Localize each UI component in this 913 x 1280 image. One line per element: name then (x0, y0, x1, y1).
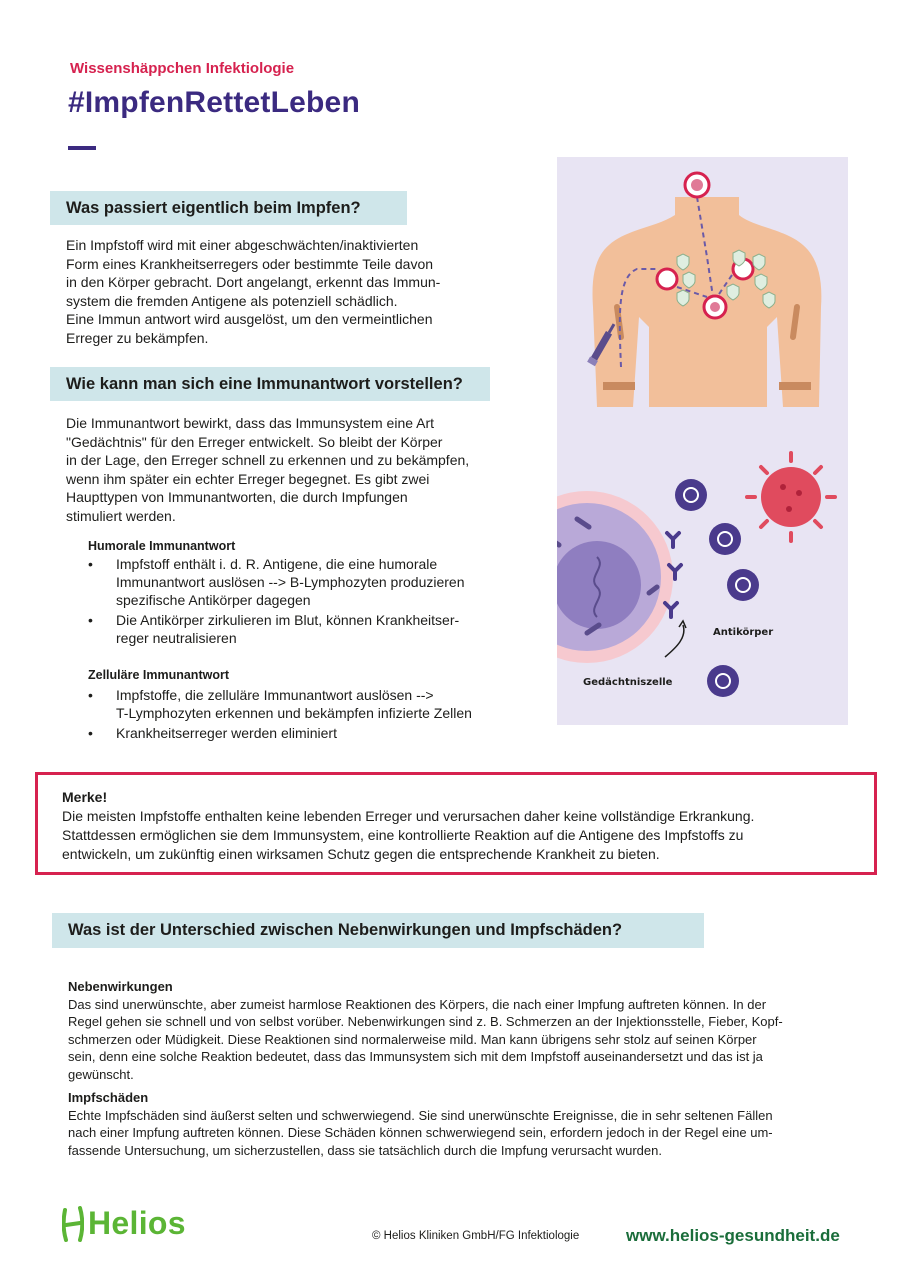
zellular-title: Zelluläre Immunantwort (88, 668, 229, 682)
text-line: in der Lage, den Erreger schnell zu erkennen und zu bekämpfen, (66, 452, 470, 468)
text-line: "Gedächtnis" für den Erreger entwickelt. So bleibt der Körper (66, 433, 443, 450)
text-line: Eine Immun antwort wird ausgelöst, um den vermeintlichen (66, 311, 433, 327)
illustration-svg (557, 157, 848, 725)
text-line: fassende Untersuchung, um sicherzustellen, dass sie tatsächlich durch die Impfung verursacht wurden. (68, 1142, 662, 1158)
text-line: gewünscht. (68, 1066, 134, 1082)
text-line: Ein Impfstoff wird mit einer abgeschwächten/inaktivierten (66, 237, 419, 253)
text-line: • Die Antikörper zirkulieren im Blut, können Krankheitser- (116, 612, 460, 628)
section-heading-immunantwort: Wie kann man sich eine Immunantwort vorstellen? (50, 367, 490, 401)
label-antikoerper: Antikörper (713, 627, 774, 638)
text-line: schmerzen oder Müdigkeit. Diese Reaktionen sind normalerweise mild. Man kann übrigens sehr stolz auf seinen Körper (68, 1031, 757, 1047)
text-line: Erreger zu bekämpfen. (66, 329, 209, 346)
text-line: reger neutralisieren (116, 630, 237, 646)
kicker: Wissenshäppchen Infektiologie (70, 60, 295, 77)
text-line: Echte Impfschäden sind äußerst selten und schwerwiegend. Sie sind unerwünschte Ereignisse, die in sehr seltenen Fällen (68, 1107, 773, 1123)
arrow-icon (665, 625, 684, 657)
section1-text (66, 236, 536, 347)
immune-illustration (557, 157, 848, 725)
text-line: T-Lymphozyten erkennen und bekämpfen infizierte Zellen (116, 705, 472, 721)
list-item (86, 555, 556, 609)
helios-mark-icon (62, 1206, 84, 1242)
list-item (86, 611, 556, 647)
section2-text (66, 414, 546, 525)
text-line: Immunantwort auslösen --> B-Lymphozyten produzieren (116, 574, 465, 590)
text-line: Stattdessen ermöglichen sie dem Immunsystem, eine kontrollierte Reaktion auf die Antigene des Impfstoffs zu (62, 826, 744, 843)
page-title: #ImpfenRettetLeben (68, 86, 360, 119)
website-link[interactable]: www.helios-gesundheit.de (626, 1226, 840, 1245)
text-line: sein, denn eine solche Reaktion bedeutet, dass das Immunsystem sich mit dem Impfstoff auseinandersetzt und das ist ja (68, 1049, 763, 1064)
nebenwirkungen-title: Nebenwirkungen (68, 979, 173, 994)
title-underline (68, 146, 96, 150)
text-line: Regel gehen sie schnell und von selbst vorüber. Nebenwirkungen sind z. B. Schmerzen an der Injektionsstelle, Fieber, Kopf- (68, 1014, 783, 1029)
text-line: Die meisten Impfstoffe enthalten keine lebenden Erreger und verursachen daher keine vollständige Erkrankung. (62, 807, 755, 824)
virus-icon (685, 173, 709, 197)
text-line: Haupttypen von Immunantworten, die durch Impfungen (66, 489, 408, 505)
text-line: spezifische Antikörper dagegen (116, 592, 311, 608)
label-gedaechtniszelle: Gedächtniszelle (583, 677, 673, 688)
humoral-list (86, 555, 556, 649)
text-line: nach einer Impfung auftreten können. Diese Schäden können schwerwiegend sein, erfordern jedoch in der Regel eine um- (68, 1125, 773, 1140)
merke-title: Merke! (62, 789, 108, 805)
text-line: in den Körper gebracht. Dort angelangt, erkennt das Immun- (66, 274, 441, 290)
memory-cell (557, 491, 673, 663)
helios-logo[interactable] (62, 1205, 186, 1242)
text-line: • Impfstoff enthält i. d. R. Antigene, die eine humorale (116, 556, 438, 572)
text-line: Die Immunantwort bewirkt, dass das Immunsystem eine Art (66, 415, 435, 431)
text-line: entwickeln, um zukünftig einen wirksamen Schutz gegen die entsprechende Krankheit zu bieten. (62, 845, 660, 862)
zellular-list (86, 686, 556, 744)
t-cell-icon (675, 479, 759, 697)
text-line: • Impfstoffe, die zelluläre Immunantwort auslösen --> (116, 687, 434, 703)
arrow-head-icon (679, 621, 686, 628)
logo-text: Helios (88, 1205, 186, 1241)
list-item (86, 686, 556, 722)
impfschaeden-block (68, 1089, 868, 1159)
merke-box (35, 772, 877, 875)
list-item (86, 724, 556, 742)
copyright: © Helios Kliniken GmbH/FG Infektiologie (372, 1230, 580, 1242)
text-line: Das sind unerwünschte, aber zumeist harmlose Reaktionen des Körpers, die nach einer Impfung auftreten können. In der (68, 996, 767, 1012)
text-line: wenn ihm später ein echter Erreger begegnet. Es gibt zwei (66, 470, 430, 487)
text-line: stimuliert werden. (66, 507, 176, 524)
humoral-title: Humorale Immunantwort (88, 539, 236, 553)
section-heading-impfen: Was passiert eigentlich beim Impfen? (50, 191, 407, 225)
impfschaeden-title: Impfschäden (68, 1090, 149, 1105)
pathogen-icon (747, 453, 835, 541)
text-line: Form eines Krankheitserregers oder bestimmte Teile davon (66, 255, 434, 272)
section-heading-unterschied: Was ist der Unterschied zwischen Nebenwirkungen und Impfschäden? (52, 913, 704, 948)
text-line: • Krankheitserreger werden eliminiert (116, 725, 337, 741)
text-line: system die fremden Antigene als potenziell schädlich. (66, 292, 398, 309)
nebenwirkungen-block (68, 978, 868, 1083)
